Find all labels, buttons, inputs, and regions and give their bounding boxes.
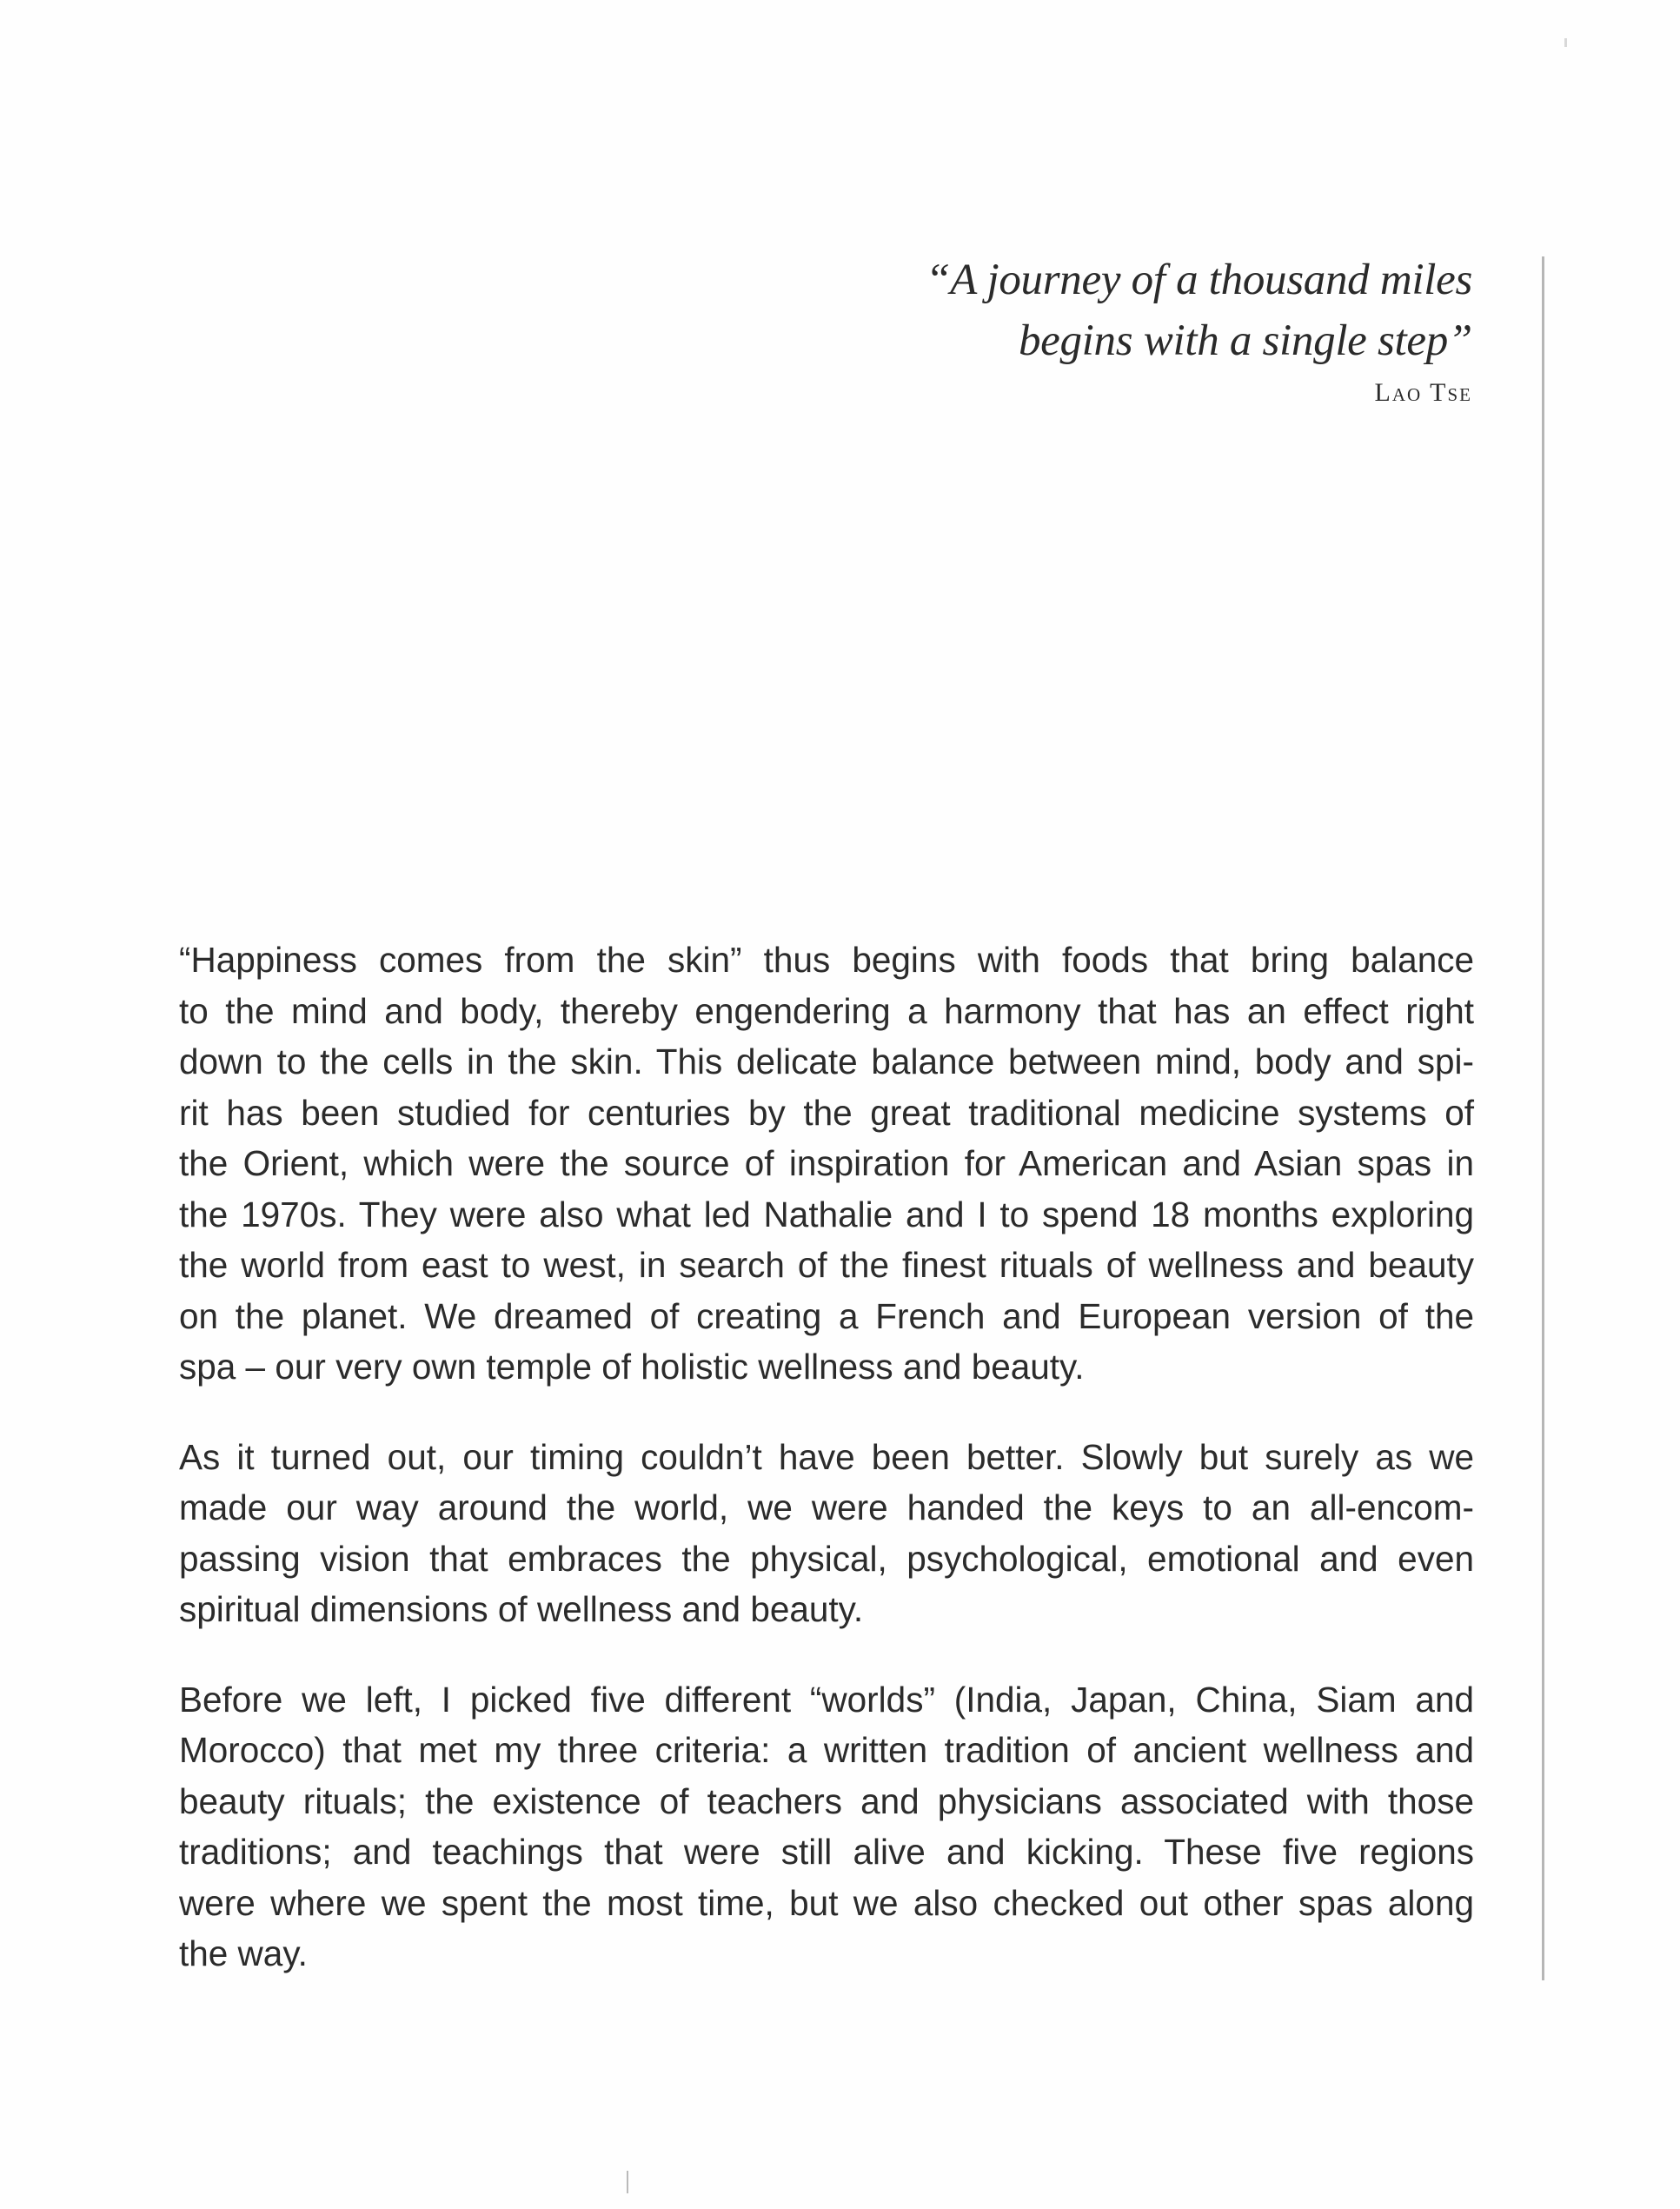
epigraph-quote-line: begins with a single step” — [1018, 316, 1472, 365]
text-line: As it turned out, our timing couldn’t have been better. Slowly but surely as we — [179, 1436, 1474, 1477]
text-line: spa – our very own temple of holistic wellness and beauty. — [179, 1347, 1085, 1387]
text-line: beauty rituals; the existence of teachers and physicians associated with those — [179, 1780, 1474, 1821]
scan-artifact — [627, 2171, 628, 2193]
epigraph-author: Lao Tse — [1374, 378, 1472, 407]
text-line: were where we spent the most time, but we also checked out other spas along — [179, 1882, 1474, 1923]
text-line: on the planet. We dreamed of creating a French and European version of the — [179, 1295, 1474, 1336]
text-line: to the mind and body, thereby engendering a harmony that has an effect right — [179, 990, 1474, 1031]
paragraph-2 — [179, 1432, 1474, 1635]
text-line: Before we left, I picked five different “worlds” (India, Japan, China, Siam and — [179, 1679, 1474, 1720]
paragraph-1 — [179, 935, 1474, 1393]
text-line: made our way around the world, we were handed the keys to an all-encom- — [179, 1487, 1474, 1527]
text-line: passing vision that embraces the physical, psychological, emotional and even — [179, 1538, 1474, 1579]
scan-speck — [1564, 38, 1567, 47]
text-line: “Happiness comes from the skin” thus begins with foods that bring balance — [179, 940, 1474, 980]
text-line: the way. — [179, 1933, 308, 1973]
epigraph — [690, 250, 1472, 410]
paragraph-3 — [179, 1674, 1474, 1979]
text-line: traditions; and teachings that were still alive and kicking. These five regions — [179, 1832, 1474, 1872]
text-line: spiritual dimensions of wellness and beauty. — [179, 1589, 864, 1629]
text-line: Morocco) that met my three criteria: a written tradition of ancient wellness and — [179, 1730, 1474, 1770]
text-line: rit has been studied for centuries by the great traditional medicine systems of — [179, 1092, 1474, 1133]
text-line: the 1970s. They were also what led Nathalie and I to spend 18 months exploring — [179, 1194, 1474, 1234]
margin-rule — [1542, 256, 1544, 1980]
text-line: down to the cells in the skin. This delicate balance between mind, body and spi- — [179, 1041, 1474, 1081]
text-line: the Orient, which were the source of inspiration for American and Asian spas in — [179, 1143, 1474, 1183]
text-line: the world from east to west, in search of the finest rituals of wellness and beauty — [179, 1245, 1474, 1285]
epigraph-quote-line: “A journey of a thousand miles — [926, 256, 1472, 304]
body-text — [179, 935, 1474, 2019]
